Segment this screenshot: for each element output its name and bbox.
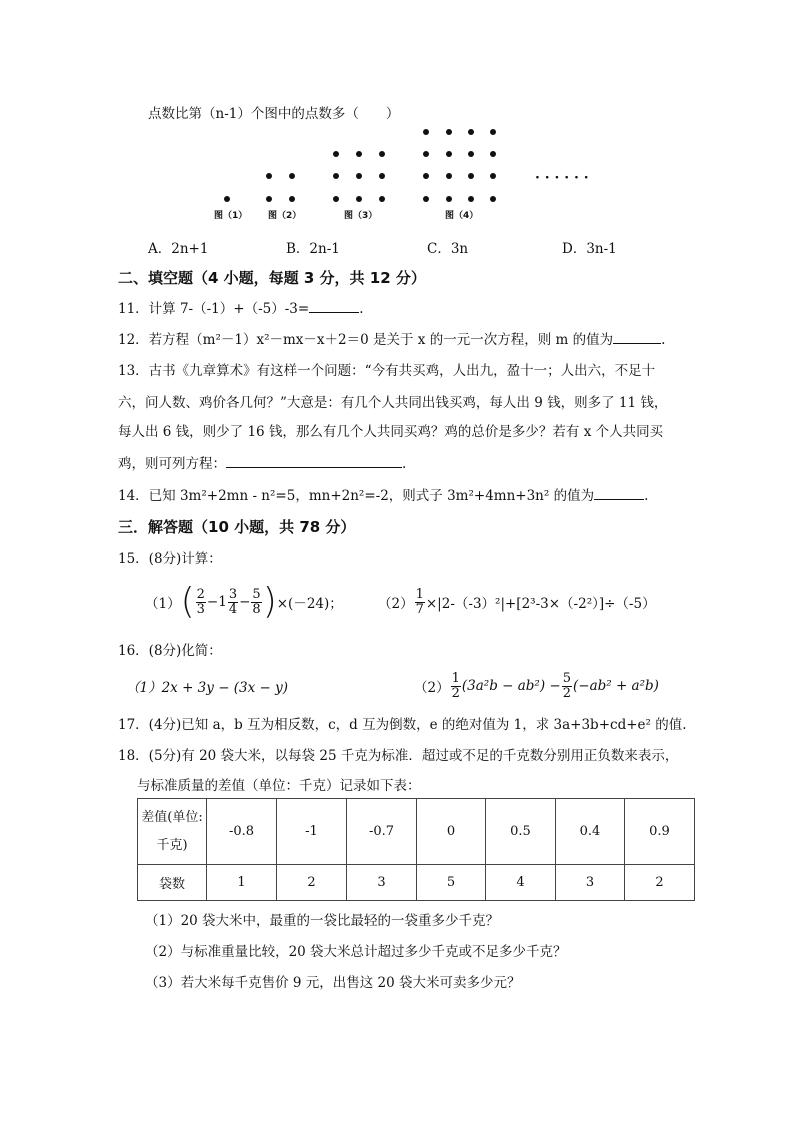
option-b: B．2n-1 xyxy=(286,241,340,257)
fig-label-3: 图（3） xyxy=(344,211,378,221)
table-cell: 3 xyxy=(556,865,625,901)
dot xyxy=(468,173,474,179)
dot xyxy=(266,196,272,202)
q15-part1: （1） ( $\frac{2}{3}$ −1 $\frac{3}{4}$ − $\frac{5}{8}$ ) ×(－24)； xyxy=(145,581,343,622)
q11 xyxy=(118,298,364,319)
frac-den: 2 xyxy=(451,685,460,701)
q18-sub1: （1）20 袋大米中，最重的一袋比最轻的一袋重多少千克？ xyxy=(145,913,500,929)
q15-p1-tail: ×(－24)； xyxy=(276,596,343,612)
dot xyxy=(379,196,385,202)
table-header-count: 袋数 xyxy=(138,865,207,901)
weight-table xyxy=(137,798,695,901)
table-cell: 2 xyxy=(277,865,347,901)
q15-part2 xyxy=(378,578,656,626)
q18-line2: 与标准质量的差值（单位：千克）记录如下表： xyxy=(137,778,421,794)
q15-p1-label: （1） xyxy=(145,596,181,612)
fig-label-2: 图（2） xyxy=(268,211,302,221)
frac-3-4 xyxy=(228,588,238,617)
frac-den: 3 xyxy=(196,601,205,617)
q13-blank xyxy=(226,453,402,468)
q16-p2-tail: (−ab² + a²b) xyxy=(572,678,659,694)
dot xyxy=(446,173,452,179)
table-cell: -0.8 xyxy=(207,799,277,865)
dot xyxy=(356,173,362,179)
q14-end: . xyxy=(644,488,649,504)
dot xyxy=(333,173,339,179)
q14-blank xyxy=(594,485,644,500)
q16-head: 16．(8分)化简： xyxy=(118,643,222,659)
dot xyxy=(490,173,496,179)
table-cell: 0.5 xyxy=(486,799,556,865)
q14 xyxy=(118,485,648,506)
frac-2-3 xyxy=(196,588,206,617)
option-a: A．2n+1 xyxy=(148,241,209,257)
dot xyxy=(490,196,496,202)
q12-text: 12．若方程（m²－1）x²－mx－x＋2＝0 是关于 x 的一元一次方程，则 m 的值为 xyxy=(118,332,614,348)
dot xyxy=(356,196,362,202)
fig-label-4: 图（4） xyxy=(445,211,479,221)
q12-end: . xyxy=(661,332,666,348)
q16-p2-mid: (3a²b − ab²) − xyxy=(461,678,561,694)
dot xyxy=(333,196,339,202)
frac-1-7 xyxy=(415,588,425,617)
frac-num: 3 xyxy=(228,586,238,602)
frac-num: 5 xyxy=(252,586,261,602)
table-cell: 0.9 xyxy=(625,799,695,865)
q13-line4 xyxy=(118,453,406,474)
table-cell: 2 xyxy=(625,865,695,901)
dot xyxy=(379,151,385,157)
table-cell: 4 xyxy=(486,865,556,901)
q10-stem: 点数比第（n-1）个图中的点数多（ ） xyxy=(148,106,400,122)
dot xyxy=(446,151,452,157)
dot xyxy=(423,129,429,135)
q11-blank xyxy=(309,298,359,313)
q13-line3: 每人出 6 钱，则少了 16 钱，那么有几个人共同买鸡？鸡的总价是多少？若有 x 个人共同买 xyxy=(118,424,664,440)
q15-p2-label: （2） xyxy=(378,596,414,612)
dot xyxy=(446,196,452,202)
q12 xyxy=(118,329,665,350)
ellipsis: · · · · · · xyxy=(535,170,589,186)
dot xyxy=(356,151,362,157)
frac-num: 2 xyxy=(196,586,205,602)
q11-text: 11．计算 7-（-1）+（-5）-3= xyxy=(118,301,310,317)
q18-line1: 18．(5分)有 20 袋大米，以每袋 25 千克为标准．超过或不足的千克数分别用正负数来表示， xyxy=(118,748,679,764)
section3-title: 三．解答题（10 小题，共 78 分） xyxy=(118,518,356,536)
frac-1-2 xyxy=(451,672,461,701)
dot xyxy=(423,196,429,202)
dot xyxy=(490,129,496,135)
q16-part1: （1）2x + 3y − (3x − y) xyxy=(126,680,289,696)
q13-line2: 六，问人数、鸡价各几何？”大意是：有几个人共同出钱买鸡，每人出 9 钱，则多了 11 钱， xyxy=(118,395,668,411)
frac-5-2 xyxy=(562,672,572,701)
table-cell: 0.4 xyxy=(556,799,625,865)
dot xyxy=(423,173,429,179)
dot xyxy=(468,129,474,135)
dot xyxy=(224,196,230,202)
q12-blank xyxy=(613,329,661,344)
q16-part2 xyxy=(414,666,659,706)
dot xyxy=(289,196,295,202)
q18-sub2: （2）与标准重量比较，20 袋大米总计超过多少千克或不足多少千克？ xyxy=(145,944,567,960)
frac-num: 1 xyxy=(415,586,424,602)
frac-num: 1 xyxy=(451,670,460,686)
dot xyxy=(333,151,339,157)
dot xyxy=(490,151,496,157)
dot xyxy=(468,196,474,202)
frac-den: 4 xyxy=(228,601,238,617)
frac-den: 8 xyxy=(252,601,261,617)
q13-line4-text: 鸡，则可列方程： xyxy=(118,456,226,472)
dot xyxy=(379,173,385,179)
frac-den: 2 xyxy=(562,685,571,701)
dot xyxy=(289,173,295,179)
fig-label-1: 图（1） xyxy=(214,211,248,221)
frac-num: 5 xyxy=(562,670,571,686)
q16-p2-label: （2） xyxy=(414,680,450,696)
table-cell: -0.7 xyxy=(347,799,417,865)
q13-end: . xyxy=(402,456,407,472)
q11-end: . xyxy=(359,301,364,317)
option-c: C．3n xyxy=(427,241,469,257)
table-cell: -1 xyxy=(277,799,347,865)
table-cell: 3 xyxy=(347,865,417,901)
table-cell: 1 xyxy=(207,865,277,901)
dot xyxy=(266,173,272,179)
dot xyxy=(468,151,474,157)
q13-line1: 13．古书《九章算术》有这样一个问题：“今有共买鸡，人出九，盈十一；人出六，不足十 xyxy=(118,363,656,379)
q15-p2-tail: ×|2-（-3）²|+[2³-3×（-2²）]÷（-5） xyxy=(425,596,656,612)
table-row xyxy=(138,865,695,901)
frac-5-8 xyxy=(251,588,261,617)
option-d: D．3n-1 xyxy=(562,241,617,257)
q14-text: 14．已知 3m²+2mn - n²=5，mn+2n²=-2，则式子 3m²+4mn+3n² 的值为 xyxy=(118,488,595,504)
dot xyxy=(446,129,452,135)
section2-title: 二、填空题（4 小题，每题 3 分，共 12 分） xyxy=(118,269,426,287)
table-cell: 0 xyxy=(417,799,486,865)
q18-sub3: （3）若大米每千克售价 9 元，出售这 20 袋大米可卖多少元？ xyxy=(145,975,521,991)
q17: 17．(4分)已知 a，b 互为相反数，c，d 互为倒数，e 的绝对值为 1，求 3a+3b+cd+e² 的值. xyxy=(118,717,687,733)
table-header-diff xyxy=(138,799,207,865)
dot xyxy=(423,151,429,157)
q15-head: 15．(8分)计算： xyxy=(118,551,222,567)
table-cell: 5 xyxy=(417,865,486,901)
frac-den: 7 xyxy=(415,601,424,617)
table-row xyxy=(138,799,695,865)
table-header-diff-b: 千克) xyxy=(156,837,188,853)
table-header-diff-a: 差值(单位: xyxy=(141,809,203,825)
